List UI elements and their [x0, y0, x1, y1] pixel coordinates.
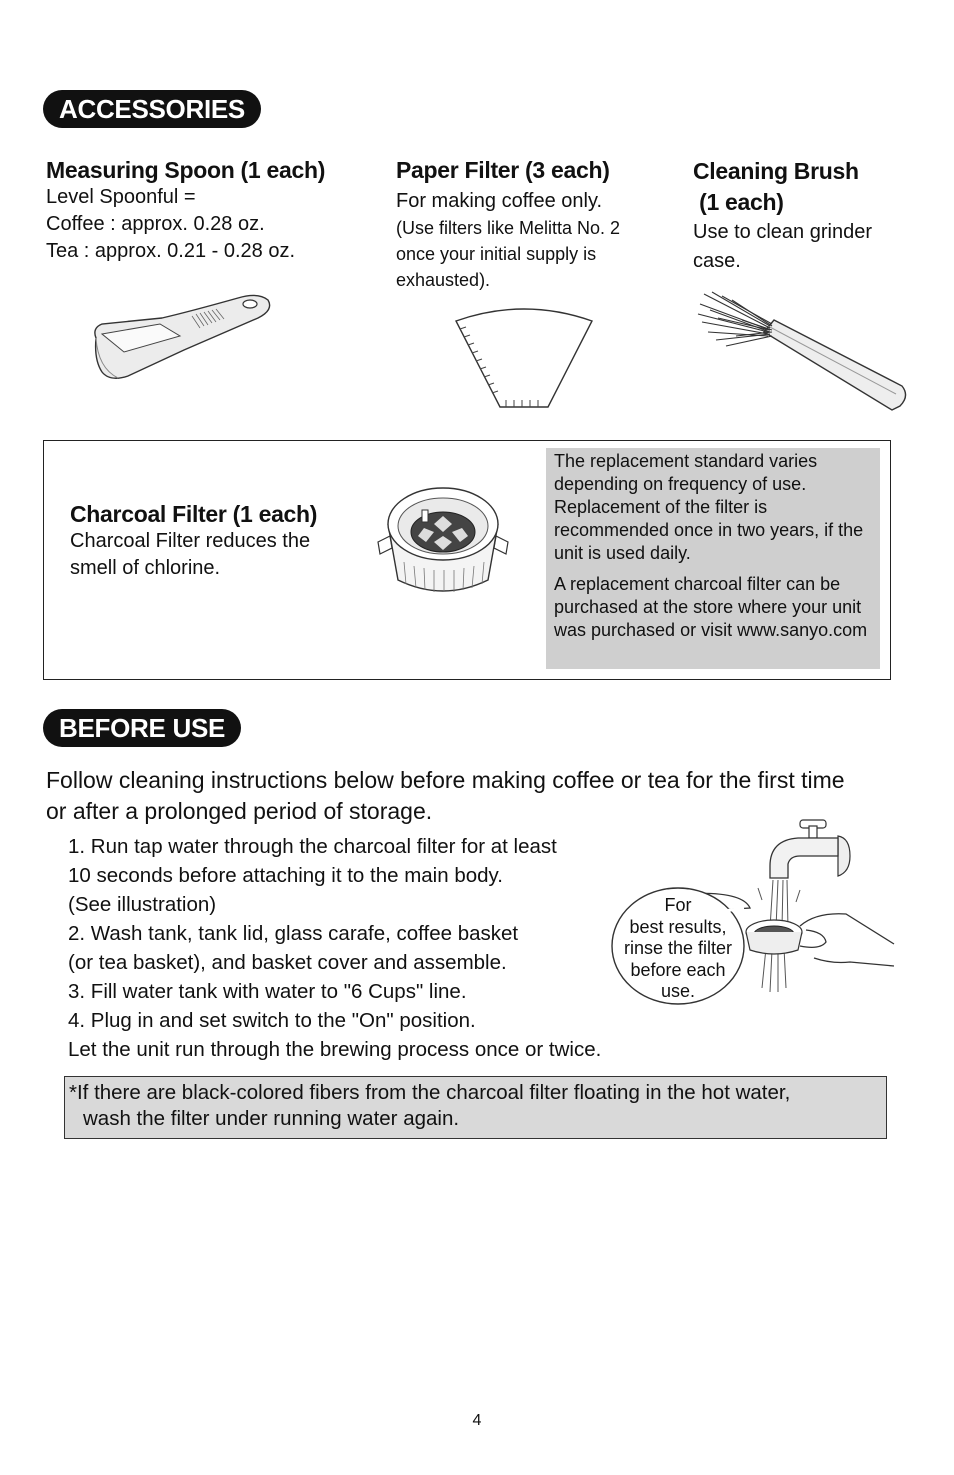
page-number: 4: [472, 1412, 482, 1429]
charcoal-fiber-warning: [64, 1076, 887, 1139]
paper-filter-title: Paper Filter (3 each): [396, 157, 610, 183]
replacement-standard-text: The replacement standard varies depending on frequency of use. Replacement of the filter is recommended once in two years, if the unit is used daily.: [554, 451, 864, 563]
cleaning-brush-illustration: [696, 290, 910, 414]
paper-filter-section: [396, 156, 666, 293]
step-line: (or tea basket), and basket cover and assemble.: [68, 951, 507, 974]
paper-filter-illustration: [452, 303, 596, 411]
intro-line: Follow cleaning instructions below before making coffee or tea for the first time: [46, 767, 845, 793]
rinse-tip-bubble: [612, 895, 744, 1003]
accessories-heading: ACCESSORIES: [43, 90, 261, 128]
bubble-line: best results,: [629, 916, 727, 937]
measuring-spoon-illustration: [88, 288, 278, 384]
bubble-line: rinse the filter: [623, 938, 733, 958]
spoon-title: Measuring Spoon (1 each): [46, 157, 326, 183]
charcoal-filter-title: Charcoal Filter (1 each): [70, 501, 318, 527]
step-line: Let the unit run through the brewing process once or twice.: [68, 1038, 602, 1061]
bubble-line: For: [664, 895, 692, 915]
paper-filter-line: (Use filters like Melitta No. 2: [396, 218, 621, 238]
brush-line: case.: [693, 250, 741, 272]
brush-title-count: (1 each): [693, 189, 784, 215]
brush-section: [693, 156, 923, 276]
step-line: 2. Wash tank, tank lid, glass carafe, coffee basket: [68, 922, 519, 945]
warning-line: *If there are black-colored fibers from the charcoal filter floating in the hot water,: [69, 1081, 791, 1104]
step-line: 1. Run tap water through the charcoal filter for at least: [68, 835, 557, 858]
charcoal-replacement-note: [546, 448, 880, 669]
warning-line: wash the filter under running water again.: [83, 1107, 460, 1130]
replacement-purchase-text: A replacement charcoal filter can be purchased at the store where your unit was purchased or visit www.sanyo.com: [554, 574, 868, 640]
intro-line: or after a prolonged period of storage.: [46, 798, 433, 824]
bubble-line: use.: [660, 981, 696, 1001]
step-line: 10 seconds before attaching it to the main body.: [68, 864, 503, 887]
spoon-line: Level Spoonful =: [46, 186, 196, 208]
spoon-line: Tea : approx. 0.21 - 0.28 oz.: [46, 240, 296, 262]
charcoal-filter-line: smell of chlorine.: [70, 557, 221, 579]
step-line: 3. Fill water tank with water to "6 Cups" line.: [68, 980, 467, 1003]
paper-filter-line: For making coffee only.: [396, 190, 603, 212]
bubble-line: before each: [630, 959, 726, 980]
paper-filter-line: exhausted).: [396, 270, 491, 290]
before-use-heading: BEFORE USE: [43, 709, 241, 747]
step-4: [68, 1006, 708, 1064]
charcoal-filter-line: Charcoal Filter reduces the: [70, 530, 311, 552]
paper-filter-line: once your initial supply is: [396, 244, 597, 264]
brush-title: Cleaning Brush: [693, 158, 859, 184]
spoon-section: [46, 156, 366, 265]
charcoal-filter-illustration: [374, 484, 512, 596]
step-line: 4. Plug in and set switch to the "On" position.: [68, 1009, 476, 1032]
charcoal-filter-section: [70, 500, 360, 582]
spoon-line: Coffee : approx. 0.28 oz.: [46, 213, 265, 235]
step-line: (See illustration): [68, 893, 217, 916]
brush-line: Use to clean grinder: [693, 221, 872, 243]
